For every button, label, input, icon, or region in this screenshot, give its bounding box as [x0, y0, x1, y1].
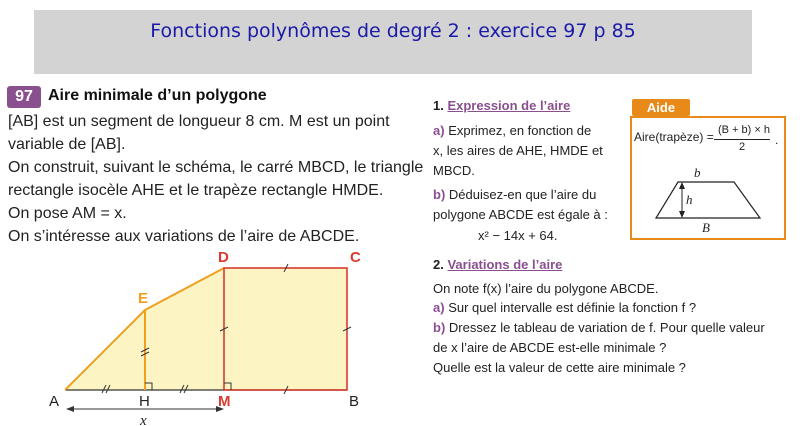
part1-expression: x² − 14x + 64.	[478, 228, 558, 243]
aide-period: .	[775, 133, 779, 147]
part1-qb-text-1: Déduisez-en que l’aire du	[448, 187, 597, 202]
label-d: D	[218, 249, 229, 266]
part1-title: Expression de l’aire	[447, 98, 571, 113]
trapezoid-shape	[656, 182, 760, 218]
part2-qa-label: a)	[433, 300, 445, 315]
part1-qa-line-2: x, les aires de AHE, HMDE et	[433, 143, 603, 158]
part2-qa-text: Sur quel intervalle est définie la fonction f ?	[448, 300, 697, 315]
label-b: B	[349, 393, 360, 410]
part1-qa-line-3: MBCD.	[433, 163, 475, 178]
aide-formula	[634, 130, 714, 144]
part2-qb-label: b)	[433, 320, 446, 335]
polygon-figure	[0, 240, 420, 426]
part2-qb-text: Dressez le tableau de variation de f. Pour quelle valeur	[448, 320, 765, 335]
part1-qa-text-1: Exprimez, en fonction de	[448, 123, 592, 138]
trapezoid-h: h	[686, 192, 693, 207]
exercise-number-badge: 97	[7, 86, 41, 108]
part1-heading	[433, 96, 570, 116]
statement-line-1: [AB] est un segment de longueur 8 cm. M est un point	[8, 113, 390, 130]
header-banner	[34, 10, 752, 74]
statement-line-2: variable de [AB].	[8, 136, 126, 153]
statement-line-4: rectangle isocèle AHE et le trapèze rectangle HMDE.	[8, 182, 384, 199]
polygon-fill	[65, 268, 347, 390]
x-arrow-left	[66, 406, 74, 412]
label-a: A	[49, 393, 60, 410]
aide-fraction-bar	[714, 139, 770, 140]
trapezoid-b-big: B	[702, 220, 710, 235]
label-m: M	[218, 393, 231, 410]
part2-title: Variations de l’aire	[447, 257, 563, 272]
trapezoid-figure	[650, 164, 770, 236]
height-arrow-down	[679, 211, 685, 218]
part2-qb-line-3: Quelle est la valeur de cette aire minimale ?	[433, 360, 686, 375]
part1-qa-label: a)	[433, 123, 445, 138]
statement-line-6: On s’intéresse aux variations de l’aire de ABCDE.	[8, 228, 360, 245]
part1-qb-line-2: polygone ABCDE est égale à :	[433, 207, 608, 222]
label-c: C	[350, 249, 361, 266]
label-x: x	[140, 413, 147, 426]
part2-number: 2.	[433, 257, 444, 272]
page-title: Fonctions polynômes de degré 2 : exercice 97 p 85	[150, 20, 636, 42]
part1-qb-line-1	[433, 185, 596, 205]
aide-denominator: 2	[738, 141, 746, 153]
exercise-title: Aire minimale d’un polygone	[48, 87, 267, 104]
part1-number: 1.	[433, 98, 444, 113]
part2-qa	[433, 298, 696, 318]
part2-qb	[433, 318, 765, 338]
aide-tab: Aide	[632, 99, 690, 116]
aide-formula-left: Aire(trapèze) =	[634, 130, 714, 144]
aide-numerator: (B + b) × h	[718, 124, 770, 136]
statement-line-3: On construit, suivant le schéma, le carré MBCD, le triangle	[8, 159, 424, 176]
label-e: E	[138, 290, 149, 307]
part2-qb-line-2: de x l’aire de ABCDE est-elle minimale ?	[433, 340, 667, 355]
trapezoid-b-small: b	[694, 165, 701, 180]
height-arrow-up	[679, 182, 685, 189]
part2-heading	[433, 255, 562, 275]
statement-line-5: On pose AM = x.	[8, 205, 127, 222]
label-h: H	[139, 393, 150, 410]
part1-qb-label: b)	[433, 187, 446, 202]
part1-qa-line-1	[433, 121, 591, 141]
part2-intro: On note f(x) l’aire du polygone ABCDE.	[433, 281, 659, 296]
